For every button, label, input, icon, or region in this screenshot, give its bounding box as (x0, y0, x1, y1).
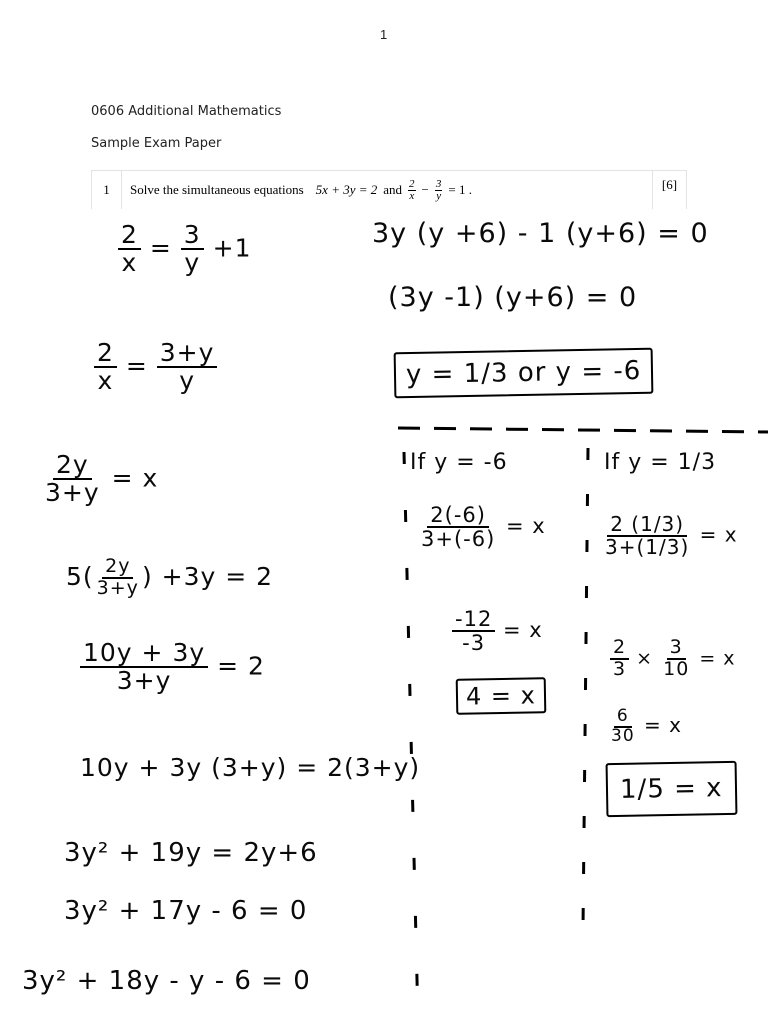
work-line-7: 3y² + 19y = 2y+6 (64, 838, 318, 868)
minus-sign: − (421, 182, 429, 197)
work-line-4: 5( $\frac{2y}{3+y}$ ) +3y = 2 (66, 555, 274, 599)
case-a-line-2: $\frac{-12}{-3}$ = x (452, 608, 543, 654)
fraction-3-over-y: $\frac{3}{y}$ (435, 177, 442, 202)
work-line-8: 3y² + 17y - 6 = 0 (64, 896, 308, 926)
page-number: 1 (380, 27, 388, 42)
work-line-6: 10y + 3y (3+y) = 2(3+y) (80, 753, 421, 782)
fraction-2-over-x: $\frac{2}{x}$ (409, 177, 415, 202)
case-b-result: 1/5 = x (606, 761, 737, 817)
horizontal-dashed-divider (398, 428, 768, 432)
work-line-2: $\frac{2}{x}$ = $\frac{3+y}{y}$ (94, 340, 217, 395)
work-line-3: $\frac{2y}{3+y}$ = x (45, 450, 159, 508)
factor-line-1: 3y (y +6) - 1 (y+6) = 0 (372, 218, 709, 249)
vertical-dashed-divider-right (583, 448, 588, 928)
course-title: 0606 Additional Mathematics (91, 104, 282, 119)
case-a-result: 4 = x (456, 677, 546, 715)
work-line-9: 3y² + 18y - y - 6 = 0 (22, 966, 311, 996)
work-line-1: $\frac{2}{x}$ = $\frac{3}{y}$ +1 (118, 222, 251, 277)
factor-line-2: (3y -1) (y+6) = 0 (388, 282, 638, 313)
case-a-title: If y = -6 (410, 450, 508, 475)
case-b-title: If y = 1/3 (604, 450, 717, 475)
case-b-line-3: $\frac{6}{30}$ = x (611, 706, 682, 746)
paper-title: Sample Exam Paper (91, 136, 222, 151)
work-line-5: $\frac{10y + 3y}{3+y}$ = 2 (80, 640, 265, 695)
question-number: 1 (92, 171, 122, 209)
and-word: and (383, 182, 403, 197)
case-a-line-1: $\frac{2(-6)}{3+(-6)}$ = x (421, 503, 546, 552)
case-b-line-1: $\frac{2 (1/3)}{3+(1/3)}$ = x (605, 512, 738, 559)
roots-boxed: y = 1/3 or y = -6 (394, 348, 654, 399)
marks: [6] (652, 171, 686, 209)
case-b-line-2: $\frac{2}{3}$ × $\frac{3}{10}$ = x (610, 638, 736, 680)
vertical-dashed-divider-left (404, 452, 418, 1020)
equation-1: 5x + 3y = 2 (315, 182, 378, 197)
question-prompt: Solve the simultaneous equations (130, 182, 304, 197)
equation-2-rhs: = 1 . (448, 182, 472, 197)
